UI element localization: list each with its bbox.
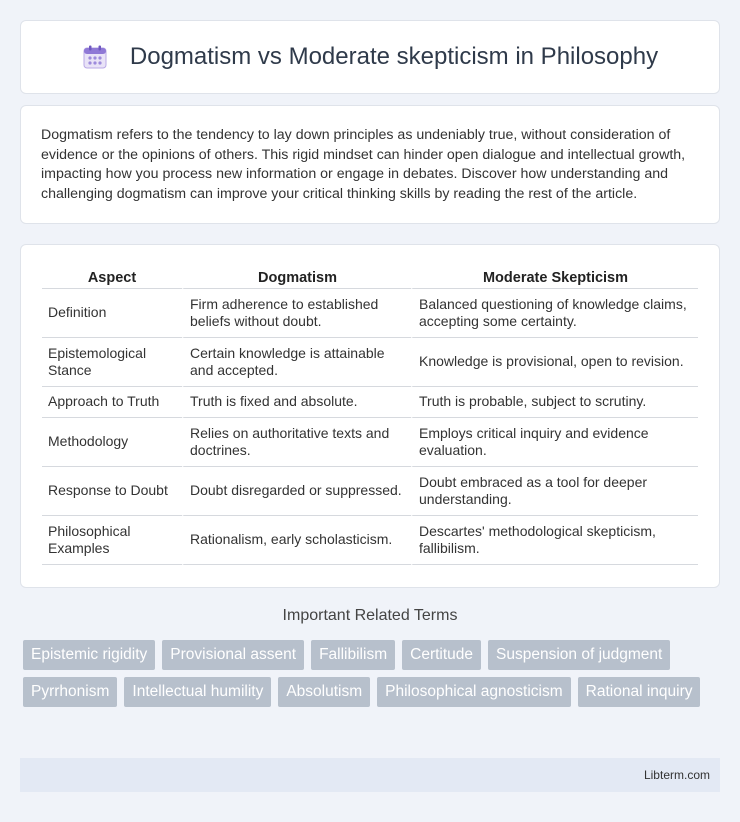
comparison-table — [42, 265, 698, 565]
row-moderate-skepticism: Doubt embraced as a tool for deeper understanding. — [411, 467, 698, 516]
page-title: Dogmatism vs Moderate skepticism in Philosophy — [129, 43, 659, 70]
calendar-icon — [82, 44, 108, 70]
footer — [20, 758, 720, 792]
row-aspect: Epistemological Stance — [42, 338, 182, 387]
related-term-tag[interactable]: Fallibilism — [311, 640, 395, 670]
row-moderate-skepticism: Descartes' methodological skepticism, fallibilism. — [411, 516, 698, 565]
row-moderate-skepticism: Knowledge is provisional, open to revision. — [411, 338, 698, 387]
row-aspect: Approach to Truth — [42, 387, 182, 418]
row-aspect: Response to Doubt — [42, 467, 182, 516]
table-row — [42, 338, 698, 387]
table-row — [42, 516, 698, 565]
row-moderate-skepticism: Employs critical inquiry and evidence evaluation. — [411, 418, 698, 467]
row-dogmatism: Relies on authoritative texts and doctrines. — [182, 418, 411, 467]
row-aspect: Definition — [42, 289, 182, 338]
column-header-aspect: Aspect — [42, 265, 182, 289]
table-header-row — [42, 265, 698, 289]
footer-site-link[interactable]: Libterm.com — [643, 768, 710, 782]
comparison-table-card — [20, 244, 720, 588]
related-term-tag[interactable]: Absolutism — [278, 677, 370, 707]
intro-card — [20, 105, 720, 224]
row-moderate-skepticism: Truth is probable, subject to scrutiny. — [411, 387, 698, 418]
table-row — [42, 467, 698, 516]
row-aspect: Methodology — [42, 418, 182, 467]
row-aspect: Philosophical Examples — [42, 516, 182, 565]
table-row — [42, 387, 698, 418]
row-dogmatism: Certain knowledge is attainable and accepted. — [182, 338, 411, 387]
related-term-tag[interactable]: Rational inquiry — [578, 677, 701, 707]
row-dogmatism: Rationalism, early scholasticism. — [182, 516, 411, 565]
table-row — [42, 418, 698, 467]
related-terms-title: Important Related Terms — [282, 607, 458, 624]
column-header-moderate-skepticism: Moderate Skepticism — [411, 265, 698, 289]
related-term-tag[interactable]: Suspension of judgment — [488, 640, 670, 670]
related-term-tag[interactable]: Certitude — [402, 640, 481, 670]
column-header-dogmatism: Dogmatism — [182, 265, 411, 289]
table-row — [42, 289, 698, 338]
row-moderate-skepticism: Balanced questioning of knowledge claims, accepting some certainty. — [411, 289, 698, 338]
related-term-tag[interactable]: Philosophical agnosticism — [377, 677, 570, 707]
related-term-tag[interactable]: Epistemic rigidity — [23, 640, 155, 670]
related-term-tag[interactable]: Provisional assent — [162, 640, 304, 670]
row-dogmatism: Truth is fixed and absolute. — [182, 387, 411, 418]
related-term-tag[interactable]: Intellectual humility — [124, 677, 271, 707]
related-terms-list — [23, 640, 713, 707]
title-wrap — [82, 43, 658, 71]
row-dogmatism: Doubt disregarded or suppressed. — [182, 467, 411, 516]
header-card — [20, 20, 720, 94]
related-term-tag[interactable]: Pyrrhonism — [23, 677, 117, 707]
intro-text: Dogmatism refers to the tendency to lay down principles as undeniably true, without consideration of evidence or the opinions of others. This rigid mindset can hinder open dialogue and intellectual growth, impacting how you process new information or engage in debates. Discover how understanding and challenging dogmatism can improve your critical thinking skills by reading the rest of the article. — [41, 127, 686, 202]
row-dogmatism: Firm adherence to established beliefs without doubt. — [182, 289, 411, 338]
